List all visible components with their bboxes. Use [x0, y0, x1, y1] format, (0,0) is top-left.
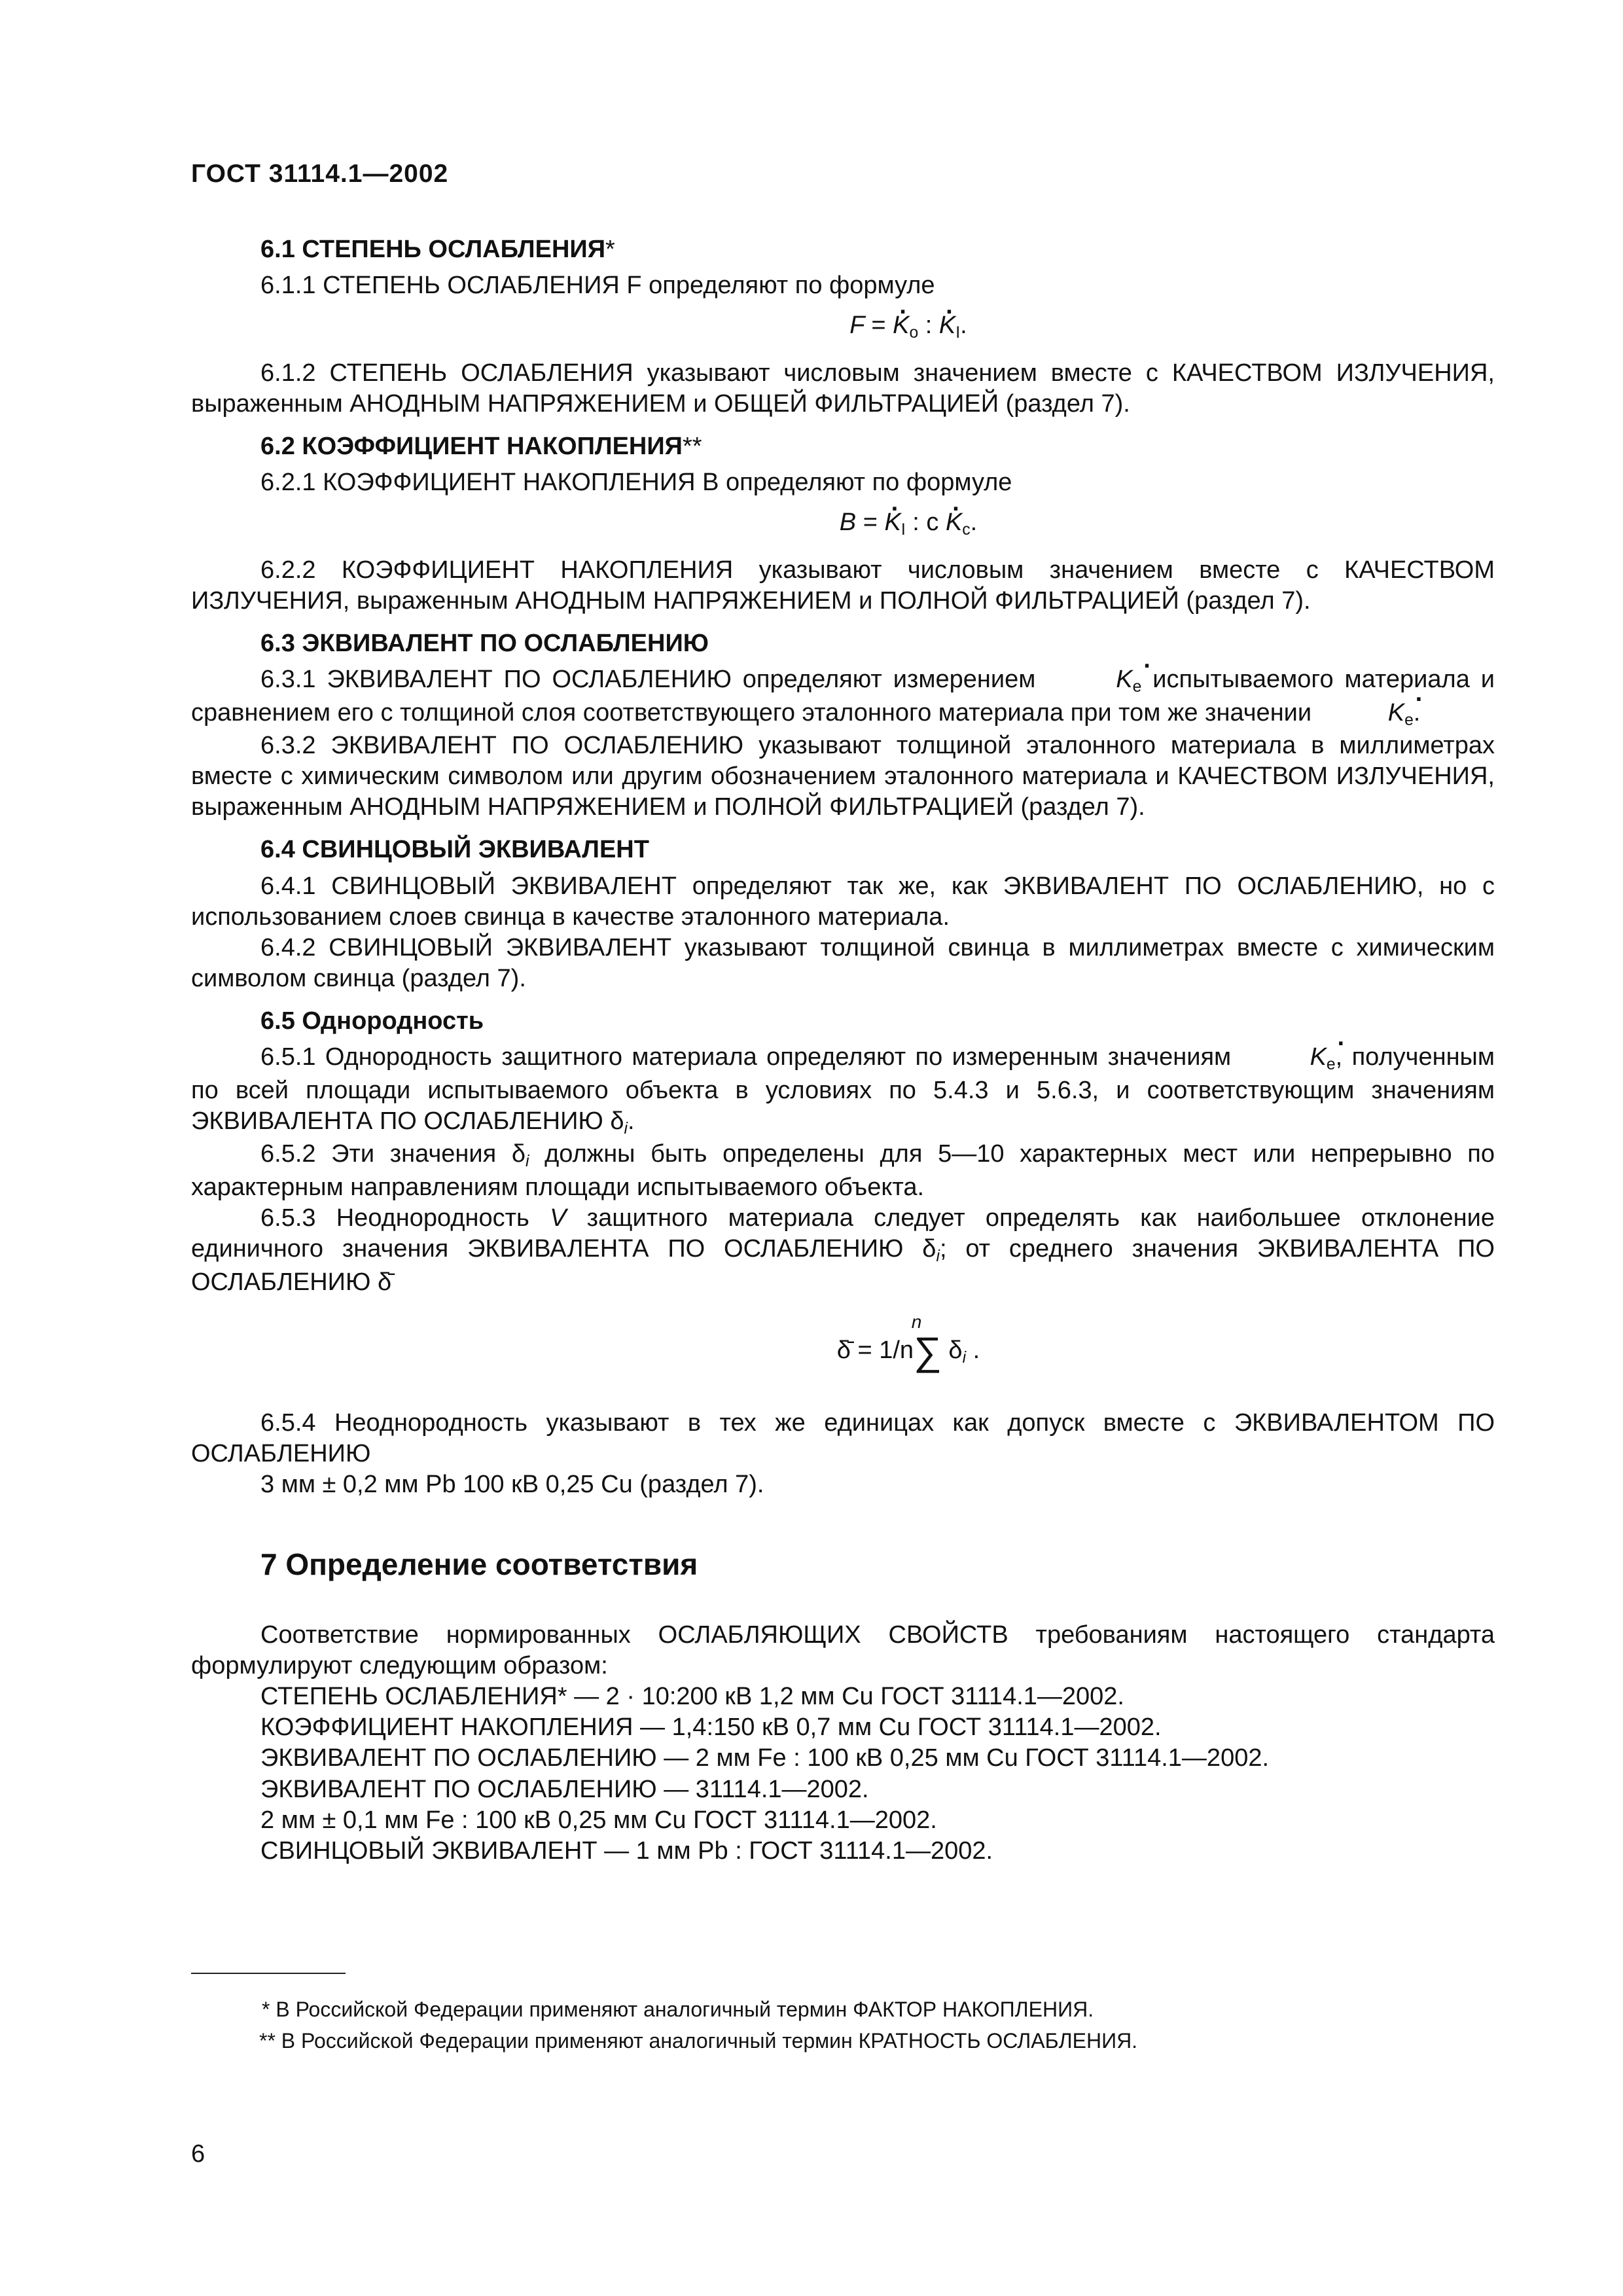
- document-body: [191, 223, 1495, 1867]
- text-run: должны быть определены для 5—10 характерных мест или непрерывно по характерным направлениям площади испытываемого объекта.: [191, 1140, 1495, 1201]
- section-7-heading: 7 Определение соответствия: [260, 1547, 698, 1581]
- page-number: 6: [191, 2140, 205, 2168]
- text-run: 6.5.1 Однородность защитного материала определяют по измеренным значениям: [260, 1043, 1241, 1071]
- conformity-line-4: ЭКВИВАЛЕНТ ПО ОСЛАБЛЕНИЮ — 31114.1—2002.: [260, 1775, 869, 1803]
- text-run: 6.5.2 Эти значения δ: [260, 1140, 526, 1168]
- footnote-divider: [191, 1973, 346, 1974]
- paragraph-6-5-1: 6.5.1 Однородность защитного материала определяют по измеренным значениям · $K_e$, полученным по всей площади испытываемого объекта в условиях по 5.4.3 и 5.6.3, и соответствующим значениям ЭКВИВАЛЕНТА ПО ОСЛАБЛЕНИЮ $\delta_i$.: [191, 1042, 1495, 1139]
- text-run: ; от среднего значения ЭКВИВАЛЕНТА ПО ОСЛАБЛЕНИЮ δ̄: [191, 1235, 1495, 1296]
- paragraph-6-2-2: 6.2.2 КОЭФФИЦИЕНТ НАКОПЛЕНИЯ указывают числовым значением вместе с КАЧЕСТВОМ ИЗЛУЧЕНИЯ, выраженным АНОДНЫМ НАПРЯЖЕНИЕМ и ПОЛНОЙ ФИЛЬТРАЦИЕЙ (раздел 7).: [191, 556, 1495, 615]
- section-6-4-heading: 6.4 СВИНЦОВЫЙ ЭКВИВАЛЕНТ: [260, 836, 649, 864]
- heading-text: 6.1 СТЕПЕНЬ ОСЛАБЛЕНИЯ: [260, 236, 606, 263]
- footnote-1: * В Российской Федерации применяют аналогичный термин ФАКТОР НАКОПЛЕНИЯ.: [262, 1998, 1094, 2021]
- formula-6-5: [191, 1311, 1495, 1373]
- section-6-3-heading: 6.3 ЭКВИВАЛЕНТ ПО ОСЛАБЛЕНИЮ: [260, 629, 709, 657]
- paragraph-6-4-2: 6.4.2 СВИНЦОВЫЙ ЭКВИВАЛЕНТ указывают толщиной свинца в миллиметрах вместе с химическим символом свинца (раздел 7).: [191, 933, 1495, 992]
- footnote-2: ** В Российской Федерации применяют аналогичный термин КРАТНОСТЬ ОСЛАБЛЕНИЯ.: [259, 2029, 1138, 2053]
- text-run: защитного материала следует определять как наибольшее отклонение единичного значения ЭКВИВАЛЕНТА ПО ОСЛАБЛЕНИЮ δ: [191, 1204, 1495, 1263]
- paragraph-6-4-1: 6.4.1 СВИНЦОВЫЙ ЭКВИВАЛЕНТ определяют так же, как ЭКВИВАЛЕНТ ПО ОСЛАБЛЕНИЮ, но с использованием слоев свинца в качестве эталонного материала.: [191, 872, 1495, 931]
- formula-left: δ̄ = 1/n: [836, 1336, 914, 1364]
- paragraph-6-1-2: 6.1.2 СТЕПЕНЬ ОСЛАБЛЕНИЯ указывают числовым значением вместе с КАЧЕСТВОМ ИЗЛУЧЕНИЯ, выраженным АНОДНЫМ НАПРЯЖЕНИЕМ и ОБЩЕЙ ФИЛЬТРАЦИЕЙ (раздел 7).: [191, 359, 1495, 418]
- paragraph-6-2-1: 6.2.1 КОЭФФИЦИЕНТ НАКОПЛЕНИЯ B определяют по формуле: [260, 469, 1012, 497]
- sum-upper-limit: n: [911, 1311, 922, 1332]
- text-run: 6.3.1 ЭКВИВАЛЕНТ ПО ОСЛАБЛЕНИЮ определяют измерением: [260, 666, 1047, 694]
- conformity-line-3: ЭКВИВАЛЕНТ ПО ОСЛАБЛЕНИЮ — 2 мм Fe : 100 кВ 0,25 мм Cu ГОСТ 31114.1—2002.: [260, 1744, 1270, 1772]
- paragraph-6-1-1: 6.1.1 СТЕПЕНЬ ОСЛАБЛЕНИЯ F определяют по формуле: [260, 272, 935, 300]
- formula-6-1: F = · $K_o$ : · $K_I$.: [191, 310, 1495, 344]
- paragraph-6-3-1: 6.3.1 ЭКВИВАЛЕНТ ПО ОСЛАБЛЕНИЮ определяют измерением · $K_e$ испытываемого материала и сравнением его с толщиной слоя соответствующего эталонного материала при том же значении · $K_e$.: [191, 664, 1495, 730]
- conformity-line-1: СТЕПЕНЬ ОСЛАБЛЕНИЯ* — 2 · 10:200 кВ 1,2 мм Cu ГОСТ 31114.1—2002.: [260, 1683, 1124, 1711]
- heading-text: 6.2 КОЭФФИЦИЕНТ НАКОПЛЕНИЯ: [260, 432, 683, 460]
- formula-right: δ: [948, 1336, 963, 1364]
- paragraph-6-5-3: 6.5.3 Неоднородность V защитного материала следует определять как наибольшее отклонение единичного значения ЭКВИВАЛЕНТА ПО ОСЛАБЛЕНИЮ $\delta_i$; от среднего значения ЭКВИВАЛЕНТА ПО ОСЛАБЛЕНИЮ δ̄: [191, 1204, 1495, 1296]
- formula-6-2: B = · $K_I$ : $c \cdot K_c$.: [191, 507, 1495, 541]
- section-6-5-heading: 6.5 Однородность: [260, 1007, 484, 1035]
- paragraph-6-3-2: 6.3.2 ЭКВИВАЛЕНТ ПО ОСЛАБЛЕНИЮ указывают толщиной эталонного материала в миллиметрах вместе с химическим символом или другим обозначением эталонного материала и КАЧЕСТВОМ ИЗЛУЧЕНИЯ, выраженным АНОДНЫМ НАПРЯЖЕНИЕМ и ПОЛНОЙ ФИЛЬТРАЦИЕЙ (раздел 7).: [191, 732, 1495, 821]
- text-run: 6.5.3 Неоднородность: [260, 1204, 550, 1232]
- text-run: испытываемого материала и сравнением его с толщиной слоя соответствующего эталонного материала при том же значении: [191, 666, 1495, 726]
- section-6-1-heading: [260, 234, 1495, 265]
- document-header: ГОСТ 31114.1—2002: [191, 160, 449, 188]
- footnote-mark: *: [605, 236, 615, 263]
- paragraph-6-5-2: 6.5.2 Эти значения $\delta_i$ должны быть определены для 5—10 характерных мест или непрерывно по характерным направлениям площади испытываемого объекта.: [191, 1140, 1495, 1201]
- conformity-line-5: 2 мм ± 0,1 мм Fe : 100 кВ 0,25 мм Cu ГОСТ 31114.1—2002.: [260, 1806, 937, 1834]
- footnote-mark: **: [683, 432, 702, 460]
- sum-expression: δ̄ = 1/n∑ n $\delta_i$ .: [836, 1311, 980, 1373]
- section-6-2-heading: [260, 431, 1495, 462]
- paragraph-6-5-example: 3 мм ± 0,2 мм Pb 100 кВ 0,25 Cu (раздел 7).: [260, 1470, 764, 1498]
- text-run: , полученным по всей площади испытываемого объекта в условиях по 5.4.3 и 5.6.3, и соответствующим значениям ЭКВИВАЛЕНТА ПО ОСЛАБЛЕНИЮ δ: [191, 1043, 1495, 1135]
- paragraph-6-5-4: 6.5.4 Неоднородность указывают в тех же единицах как допуск вместе с ЭКВИВАЛЕНТОМ ПО ОСЛАБЛЕНИЮ: [191, 1408, 1495, 1467]
- conformity-line-2: КОЭФФИЦИЕНТ НАКОПЛЕНИЯ — 1,4:150 кВ 0,7 мм Cu ГОСТ 31114.1—2002.: [260, 1713, 1162, 1742]
- conformity-line-6: СВИНЦОВЫЙ ЭКВИВАЛЕНТ — 1 мм Pb : ГОСТ 31114.1—2002.: [260, 1837, 993, 1865]
- paragraph-7-intro: Соответствие нормированных ОСЛАБЛЯЮЩИХ СВОЙСТВ требованиям настоящего стандарта формулируют следующим образом:: [191, 1621, 1495, 1680]
- index-i: i: [962, 1348, 967, 1367]
- sum-symbol: ∑: [914, 1329, 942, 1373]
- variable-v: V: [550, 1204, 567, 1232]
